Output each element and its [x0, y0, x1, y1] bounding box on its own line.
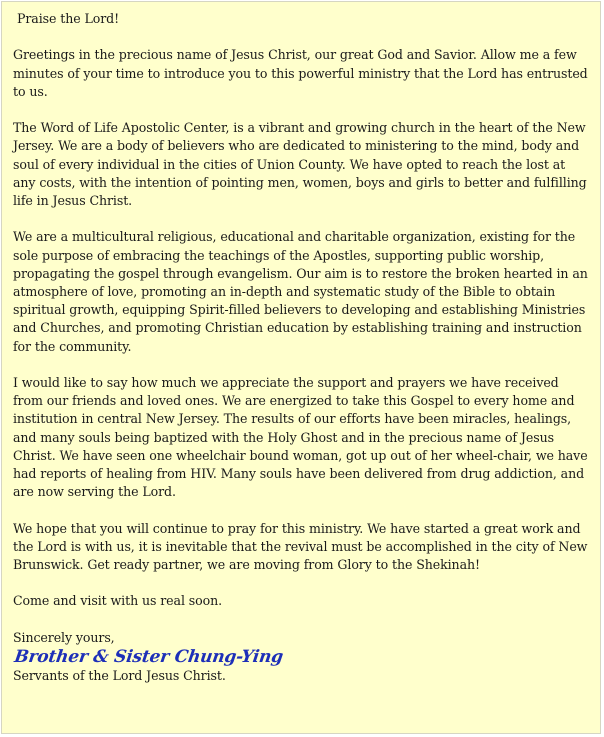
paragraph-appreciation: I would like to say how much we appreciate the support and prayers we have received from our friends and loved ones. We are energized to take this Gospel to every home and institution in central New Jersey. The results of our efforts have been miracles, healings, and many souls being baptized with the Holy Ghost and in the precious name of Jesus Christ. We have seen one wheelchair bound woman, got up out of her wheel-chair, we have had reports of healing from HIV. Many souls have been delivered from drug addiction, and are now serving the Lord.	[13, 375, 588, 500]
sign-off: Servants of the Lord Jesus Christ.	[13, 668, 226, 684]
letter-panel	[1, 1, 601, 734]
paragraph-invitation: Come and visit with us real soon.	[13, 593, 223, 609]
paragraph-greetings: Greetings in the precious name of Jesus Christ, our great God and Savior. Allow me a few minutes of your time to introduce you to this powerful ministry that the Lord has entrusted to us.	[13, 47, 588, 99]
paragraph-church-intro: The Word of Life Apostolic Center, is a vibrant and growing church in the heart of the New Jersey. We are a body of believers who are dedicated to ministering to the mind, body and soul of every individual in the cities of Union County. We have opted to reach the lost at any costs, with the intention of pointing men, women, boys and girls to better and fulfilling life in Jesus Christ.	[13, 120, 587, 208]
paragraph-mission: We are a multicultural religious, educational and charitable organization, existing for the sole purpose of embracing the teachings of the Apostles, supporting public worship, propagating the gospel through evangelism. Our aim is to restore the broken hearted in an atmosphere of love, promoting an in-depth and systematic study of the Bible to obtain spiritual growth, equipping Spirit-filled believers to developing and establishing Ministries and Churches, and promoting Christian education by establishing training and instruction for the community.	[13, 229, 588, 354]
signature: Brother & Sister Chung-Ying	[13, 647, 285, 667]
salutation: Praise the Lord!	[17, 11, 120, 26]
paragraph-prayer-request: We hope that you will continue to pray for this ministry. We have started a great work and the Lord is with us, it is inevitable that the revival must be accomplished in the city of New Brunswick. Get ready partner, we are moving from Glory to the Shekinah!	[13, 520, 588, 573]
closing: Sincerely yours,	[13, 629, 115, 645]
